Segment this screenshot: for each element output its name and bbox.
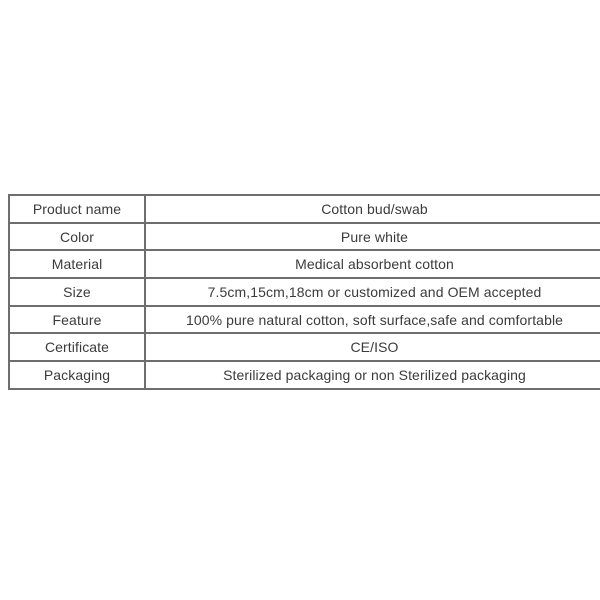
product-spec-table [8,194,600,390]
table-row [9,306,600,334]
row-value-cell: 100% pure natural cotton, soft surface,safe and comfortable [145,306,600,334]
table-row [9,361,600,389]
row-label-cell: Color [9,223,145,251]
row-value-cell: 7.5cm,15cm,18cm or customized and OEM accepted [145,278,600,306]
row-label-cell: Size [9,278,145,306]
table-row [9,223,600,251]
table-row [9,278,600,306]
row-label-cell: Product name [9,195,145,223]
row-value-cell: CE/ISO [145,333,600,361]
table-row [9,195,600,223]
row-label-cell: Material [9,250,145,278]
row-value-cell: Pure white [145,223,600,251]
row-value-cell: Medical absorbent cotton [145,250,600,278]
row-label-cell: Feature [9,306,145,334]
row-value-cell: Cotton bud/swab [145,195,600,223]
row-value-cell: Sterilized packaging or non Sterilized packaging [145,361,600,389]
table-row [9,250,600,278]
table-body [9,195,600,389]
row-label-cell: Packaging [9,361,145,389]
row-label-cell: Certificate [9,333,145,361]
table-row [9,333,600,361]
